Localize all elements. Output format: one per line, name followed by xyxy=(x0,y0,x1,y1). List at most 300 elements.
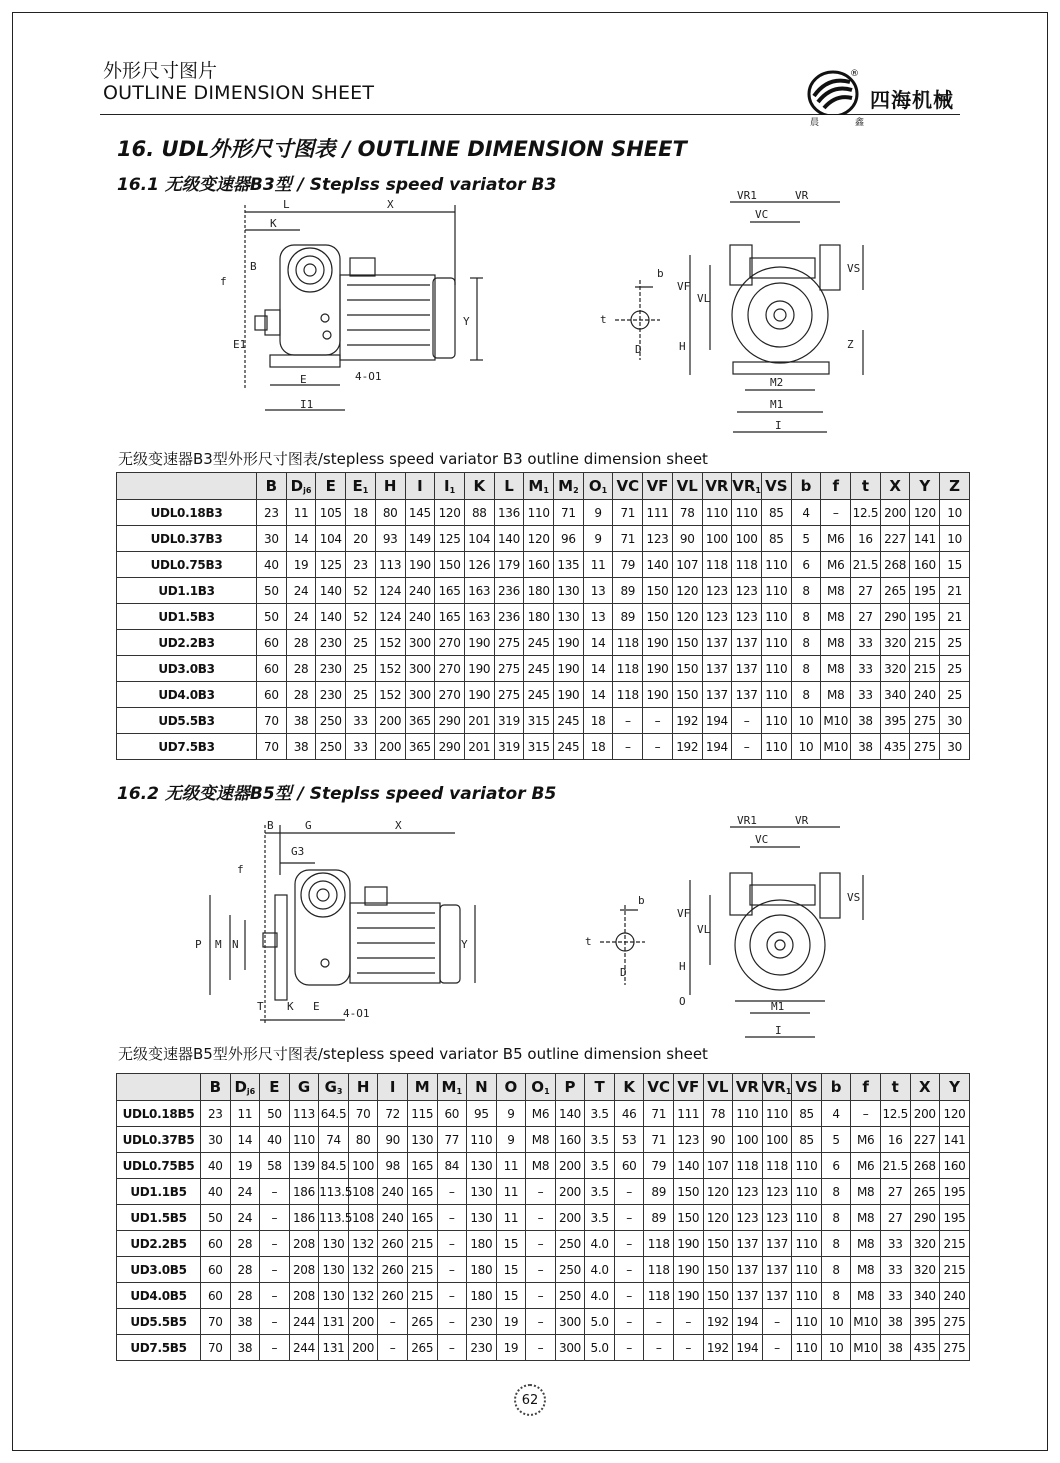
value-cell: 28 xyxy=(286,682,316,708)
value-cell: – xyxy=(437,1179,467,1205)
value-cell: 180 xyxy=(467,1283,497,1309)
header-cell xyxy=(761,473,791,500)
value-cell: 190 xyxy=(464,656,494,682)
value-cell: 10 xyxy=(791,708,821,734)
value-cell: M8 xyxy=(821,682,851,708)
svg-text:VR: VR xyxy=(795,189,809,202)
value-cell: 11 xyxy=(583,552,613,578)
value-cell: 23 xyxy=(257,500,287,526)
header-cell xyxy=(526,1074,556,1101)
value-cell: 190 xyxy=(464,630,494,656)
value-cell: 53 xyxy=(614,1127,644,1153)
value-cell: 8 xyxy=(821,1231,851,1257)
value-cell: 123 xyxy=(702,604,732,630)
value-cell: 10 xyxy=(821,1335,851,1361)
value-cell: 240 xyxy=(940,1283,970,1309)
value-cell: 244 xyxy=(289,1335,319,1361)
model-cell: UD1.1B5 xyxy=(117,1179,201,1205)
value-cell: M6 xyxy=(821,552,851,578)
value-cell: 24 xyxy=(286,578,316,604)
value-cell: 130 xyxy=(467,1205,497,1231)
header-cell xyxy=(257,473,287,500)
value-cell: 227 xyxy=(880,526,910,552)
value-cell: – xyxy=(260,1335,290,1361)
value-cell: 123 xyxy=(732,578,762,604)
value-cell: 30 xyxy=(940,708,970,734)
header-cell xyxy=(613,473,643,500)
value-cell: 8 xyxy=(791,656,821,682)
value-cell: M8 xyxy=(821,656,851,682)
header-cell xyxy=(494,473,524,500)
value-cell: 60 xyxy=(201,1283,231,1309)
header-cell xyxy=(319,1074,349,1101)
value-cell: 275 xyxy=(940,1335,970,1361)
value-cell: 136 xyxy=(494,500,524,526)
value-cell: 25 xyxy=(940,630,970,656)
value-cell: 71 xyxy=(613,526,643,552)
value-cell: 165 xyxy=(407,1179,437,1205)
value-cell: 27 xyxy=(880,1179,910,1205)
value-cell: 240 xyxy=(378,1205,408,1231)
value-cell: 137 xyxy=(762,1231,792,1257)
value-cell: 137 xyxy=(762,1283,792,1309)
value-cell: – xyxy=(437,1205,467,1231)
value-cell: 118 xyxy=(702,552,732,578)
header-label: t xyxy=(861,477,869,495)
value-cell: 275 xyxy=(494,682,524,708)
value-cell: 19 xyxy=(230,1153,260,1179)
value-cell: 190 xyxy=(643,630,673,656)
table-row xyxy=(117,1257,970,1283)
value-cell: 110 xyxy=(761,708,791,734)
model-cell: UDL0.75B5 xyxy=(117,1153,201,1179)
header-subscript: 1 xyxy=(543,486,549,495)
table-row xyxy=(117,682,970,708)
value-cell: 118 xyxy=(644,1231,674,1257)
header-label: H xyxy=(383,477,397,495)
header-cell xyxy=(524,473,554,500)
header-cell xyxy=(940,473,970,500)
value-cell: – xyxy=(526,1309,556,1335)
value-cell: 195 xyxy=(940,1179,970,1205)
svg-text:I1: I1 xyxy=(300,398,314,411)
value-cell: 141 xyxy=(910,526,940,552)
value-cell: 3.5 xyxy=(585,1101,615,1127)
value-cell: 24 xyxy=(286,604,316,630)
value-cell: 190 xyxy=(464,682,494,708)
svg-text:f: f xyxy=(220,275,227,288)
value-cell: 240 xyxy=(378,1179,408,1205)
value-cell: 110 xyxy=(702,500,732,526)
value-cell: 9 xyxy=(583,526,613,552)
value-cell: 118 xyxy=(644,1283,674,1309)
value-cell: – xyxy=(614,1309,644,1335)
value-cell: 64.5 xyxy=(319,1101,349,1127)
value-cell: – xyxy=(732,708,762,734)
value-cell: 165 xyxy=(407,1205,437,1231)
svg-text:I: I xyxy=(775,419,782,432)
header-label: I xyxy=(417,477,423,495)
value-cell: 33 xyxy=(880,1257,910,1283)
model-cell: UD2.2B3 xyxy=(117,630,257,656)
value-cell: 150 xyxy=(703,1257,733,1283)
b5-end-view-drawing xyxy=(675,815,875,1045)
value-cell: – xyxy=(614,1283,644,1309)
value-cell: – xyxy=(260,1205,290,1231)
header-cell xyxy=(821,1074,851,1101)
value-cell: 319 xyxy=(494,734,524,760)
header-label: VR xyxy=(732,477,756,495)
header-cell xyxy=(467,1074,497,1101)
value-cell: 9 xyxy=(496,1127,526,1153)
b3-shaft-section-drawing xyxy=(595,265,675,365)
b5-dimension-table xyxy=(116,1073,970,1361)
value-cell: 20 xyxy=(346,526,376,552)
value-cell: 60 xyxy=(257,656,287,682)
value-cell: – xyxy=(614,1257,644,1283)
value-cell: 90 xyxy=(378,1127,408,1153)
table-row xyxy=(117,1153,970,1179)
value-cell: M6 xyxy=(851,1153,881,1179)
table-row xyxy=(117,734,970,760)
svg-text:X: X xyxy=(387,198,394,211)
b3-dimension-table xyxy=(116,472,970,760)
value-cell: 70 xyxy=(201,1335,231,1361)
svg-text:E: E xyxy=(300,373,307,386)
value-cell: 208 xyxy=(289,1257,319,1283)
value-cell: M10 xyxy=(821,708,851,734)
header-cell xyxy=(762,1074,792,1101)
header-subscript: 1 xyxy=(362,486,369,495)
value-cell: 236 xyxy=(494,604,524,630)
value-cell: 123 xyxy=(702,578,732,604)
value-cell: 240 xyxy=(405,578,435,604)
value-cell: 79 xyxy=(613,552,643,578)
svg-text:G: G xyxy=(305,819,312,832)
value-cell: 5 xyxy=(791,526,821,552)
header-cell xyxy=(286,473,316,500)
value-cell: 130 xyxy=(319,1283,349,1309)
svg-text:b: b xyxy=(638,894,645,907)
header-label: Y xyxy=(949,1078,960,1096)
value-cell: M8 xyxy=(851,1283,881,1309)
value-cell: 315 xyxy=(524,734,554,760)
value-cell: – xyxy=(613,734,643,760)
value-cell: 9 xyxy=(496,1101,526,1127)
value-cell: 250 xyxy=(555,1283,585,1309)
value-cell: 38 xyxy=(851,734,881,760)
svg-text:VF: VF xyxy=(677,280,691,293)
value-cell: 141 xyxy=(940,1127,970,1153)
value-cell: 23 xyxy=(346,552,376,578)
header-label: f xyxy=(862,1078,869,1096)
header-title-en: OUTLINE DIMENSION SHEET xyxy=(103,82,375,104)
value-cell: 71 xyxy=(613,500,643,526)
value-cell: 275 xyxy=(494,656,524,682)
value-cell: 8 xyxy=(791,604,821,630)
value-cell: 25 xyxy=(346,630,376,656)
b3-end-view-drawing xyxy=(675,190,875,440)
page-number: 62 xyxy=(514,1384,546,1416)
value-cell: – xyxy=(526,1283,556,1309)
value-cell: 110 xyxy=(761,682,791,708)
svg-text:Y: Y xyxy=(463,315,470,328)
value-cell: 215 xyxy=(910,630,940,656)
value-cell: 208 xyxy=(289,1231,319,1257)
value-cell: 260 xyxy=(378,1231,408,1257)
svg-text:VC: VC xyxy=(755,208,769,221)
header-label: VR xyxy=(762,1078,786,1096)
value-cell: 60 xyxy=(201,1257,231,1283)
header-cell xyxy=(496,1074,526,1101)
header-label: f xyxy=(832,477,839,495)
value-cell: 8 xyxy=(821,1283,851,1309)
value-cell: 190 xyxy=(554,656,584,682)
value-cell: 130 xyxy=(467,1179,497,1205)
value-cell: 186 xyxy=(289,1179,319,1205)
value-cell: 4.0 xyxy=(585,1283,615,1309)
value-cell: 10 xyxy=(791,734,821,760)
value-cell: 290 xyxy=(910,1205,940,1231)
value-cell: 201 xyxy=(464,734,494,760)
value-cell: 149 xyxy=(405,526,435,552)
svg-text:Y: Y xyxy=(461,938,468,951)
value-cell: 435 xyxy=(880,734,910,760)
value-cell: 137 xyxy=(733,1257,763,1283)
value-cell: 150 xyxy=(672,682,702,708)
value-cell: 79 xyxy=(644,1153,674,1179)
value-cell: 46 xyxy=(614,1101,644,1127)
value-cell: 123 xyxy=(762,1179,792,1205)
value-cell: 250 xyxy=(316,734,346,760)
value-cell: 108 xyxy=(348,1205,378,1231)
value-cell: 33 xyxy=(851,630,881,656)
svg-text:I: I xyxy=(775,1024,782,1037)
value-cell: 113 xyxy=(375,552,405,578)
value-cell: 250 xyxy=(316,708,346,734)
header-label: M xyxy=(558,477,574,495)
brand-name: 四海机械 xyxy=(870,88,954,112)
b3-side-view-drawing xyxy=(215,190,495,430)
header-cell xyxy=(672,473,702,500)
value-cell: 260 xyxy=(378,1257,408,1283)
value-cell: 160 xyxy=(940,1153,970,1179)
header-cell xyxy=(201,1074,231,1101)
value-cell: 140 xyxy=(674,1153,704,1179)
table-row xyxy=(117,1127,970,1153)
value-cell: – xyxy=(643,734,673,760)
header-cell xyxy=(910,1074,940,1101)
value-cell: 245 xyxy=(554,708,584,734)
value-cell: 38 xyxy=(286,734,316,760)
header-subscript: 1 xyxy=(544,1087,550,1096)
value-cell: 145 xyxy=(405,500,435,526)
value-cell: 100 xyxy=(733,1127,763,1153)
value-cell: 118 xyxy=(733,1153,763,1179)
value-cell: 120 xyxy=(524,526,554,552)
model-cell: UDL0.75B3 xyxy=(117,552,257,578)
value-cell: 33 xyxy=(346,734,376,760)
svg-text:M: M xyxy=(215,938,222,951)
svg-text:M1: M1 xyxy=(771,1000,785,1013)
value-cell: 78 xyxy=(703,1101,733,1127)
value-cell: 150 xyxy=(672,656,702,682)
value-cell: 13 xyxy=(583,604,613,630)
value-cell: 115 xyxy=(407,1101,437,1127)
value-cell: 118 xyxy=(613,656,643,682)
table-row xyxy=(117,1283,970,1309)
value-cell: 52 xyxy=(346,604,376,630)
header-cell xyxy=(230,1074,260,1101)
value-cell: 300 xyxy=(405,630,435,656)
value-cell: 110 xyxy=(792,1257,822,1283)
value-cell: 192 xyxy=(672,734,702,760)
value-cell: 110 xyxy=(792,1179,822,1205)
value-cell: – xyxy=(762,1309,792,1335)
value-cell: 150 xyxy=(643,604,673,630)
value-cell: 84.5 xyxy=(319,1153,349,1179)
value-cell: M8 xyxy=(821,604,851,630)
value-cell: 163 xyxy=(464,604,494,630)
header-label: H xyxy=(356,1078,370,1096)
header-cell-blank xyxy=(117,1074,201,1101)
svg-text:X: X xyxy=(395,819,402,832)
header-subscript: 1 xyxy=(449,486,456,495)
value-cell: 27 xyxy=(880,1205,910,1231)
value-cell: 150 xyxy=(435,552,465,578)
value-cell: 70 xyxy=(257,708,287,734)
model-cell: UD3.0B3 xyxy=(117,656,257,682)
value-cell: – xyxy=(437,1335,467,1361)
svg-text:O: O xyxy=(679,995,686,1008)
value-cell: 110 xyxy=(761,656,791,682)
value-cell: 131 xyxy=(319,1335,349,1361)
value-cell: 195 xyxy=(940,1205,970,1231)
value-cell: 24 xyxy=(230,1205,260,1231)
value-cell: 89 xyxy=(613,604,643,630)
value-cell: 8 xyxy=(821,1205,851,1231)
value-cell: – xyxy=(260,1179,290,1205)
value-cell: 38 xyxy=(880,1309,910,1335)
value-cell: 152 xyxy=(375,656,405,682)
header-label: N xyxy=(475,1078,488,1096)
value-cell: 25 xyxy=(940,682,970,708)
value-cell: 3.5 xyxy=(585,1127,615,1153)
value-cell: 192 xyxy=(703,1309,733,1335)
header-cell xyxy=(732,473,762,500)
value-cell: 123 xyxy=(674,1127,704,1153)
value-cell: 275 xyxy=(910,734,940,760)
value-cell: 265 xyxy=(910,1179,940,1205)
value-cell: 110 xyxy=(761,578,791,604)
value-cell: 15 xyxy=(496,1257,526,1283)
table-row xyxy=(117,500,970,526)
value-cell: 100 xyxy=(348,1153,378,1179)
value-cell: 90 xyxy=(672,526,702,552)
value-cell: 130 xyxy=(319,1257,349,1283)
value-cell: M8 xyxy=(851,1257,881,1283)
section-title: 16. UDL外形尺寸图表 / OUTLINE DIMENSION SHEET xyxy=(117,137,687,161)
value-cell: – xyxy=(260,1231,290,1257)
table-row xyxy=(117,1309,970,1335)
value-cell: – xyxy=(378,1335,408,1361)
value-cell: 319 xyxy=(494,708,524,734)
header-label: VR xyxy=(735,1078,759,1096)
header-label: E xyxy=(352,477,363,495)
value-cell: 365 xyxy=(405,734,435,760)
value-cell: 190 xyxy=(554,630,584,656)
value-cell: 78 xyxy=(672,500,702,526)
value-cell: 120 xyxy=(910,500,940,526)
value-cell: 111 xyxy=(643,500,673,526)
value-cell: 89 xyxy=(644,1205,674,1231)
table-header-row xyxy=(117,473,970,500)
value-cell: – xyxy=(260,1257,290,1283)
header-label: I xyxy=(443,477,450,495)
value-cell: 14 xyxy=(583,630,613,656)
header-label: O xyxy=(504,1078,518,1096)
value-cell: 215 xyxy=(407,1283,437,1309)
value-cell: – xyxy=(614,1179,644,1205)
value-cell: 4 xyxy=(821,1101,851,1127)
value-cell: 240 xyxy=(405,604,435,630)
value-cell: – xyxy=(437,1257,467,1283)
header-cell xyxy=(407,1074,437,1101)
header-cell xyxy=(733,1074,763,1101)
value-cell: 140 xyxy=(316,578,346,604)
value-cell: 320 xyxy=(880,656,910,682)
value-cell: 24 xyxy=(230,1179,260,1205)
value-cell: 104 xyxy=(316,526,346,552)
value-cell: M6 xyxy=(821,526,851,552)
value-cell: 40 xyxy=(201,1179,231,1205)
header-label: O xyxy=(588,477,602,495)
value-cell: 200 xyxy=(375,708,405,734)
svg-text:VF: VF xyxy=(677,907,691,920)
value-cell: – xyxy=(437,1309,467,1335)
value-cell: 40 xyxy=(260,1127,290,1153)
value-cell: 200 xyxy=(555,1153,585,1179)
value-cell: 365 xyxy=(405,708,435,734)
value-cell: 33 xyxy=(851,656,881,682)
header-label: VF xyxy=(677,1078,700,1096)
value-cell: 160 xyxy=(910,552,940,578)
value-cell: 111 xyxy=(674,1101,704,1127)
svg-text:N: N xyxy=(232,938,239,951)
value-cell: 137 xyxy=(702,682,732,708)
value-cell: – xyxy=(613,708,643,734)
value-cell: 25 xyxy=(346,682,376,708)
value-cell: 150 xyxy=(643,578,673,604)
table-header-row xyxy=(117,1074,970,1101)
value-cell: 150 xyxy=(674,1205,704,1231)
value-cell: 395 xyxy=(880,708,910,734)
value-cell: 300 xyxy=(405,656,435,682)
value-cell: 192 xyxy=(672,708,702,734)
header-cell xyxy=(437,1074,467,1101)
value-cell: 113.5 xyxy=(319,1179,349,1205)
value-cell: 110 xyxy=(467,1127,497,1153)
value-cell: 300 xyxy=(405,682,435,708)
value-cell: 89 xyxy=(613,578,643,604)
header-label: M xyxy=(441,1078,457,1096)
value-cell: – xyxy=(614,1231,644,1257)
value-cell: 77 xyxy=(437,1127,467,1153)
value-cell: 4 xyxy=(791,500,821,526)
value-cell: 236 xyxy=(494,578,524,604)
value-cell: 98 xyxy=(378,1153,408,1179)
header-cell xyxy=(644,1074,674,1101)
